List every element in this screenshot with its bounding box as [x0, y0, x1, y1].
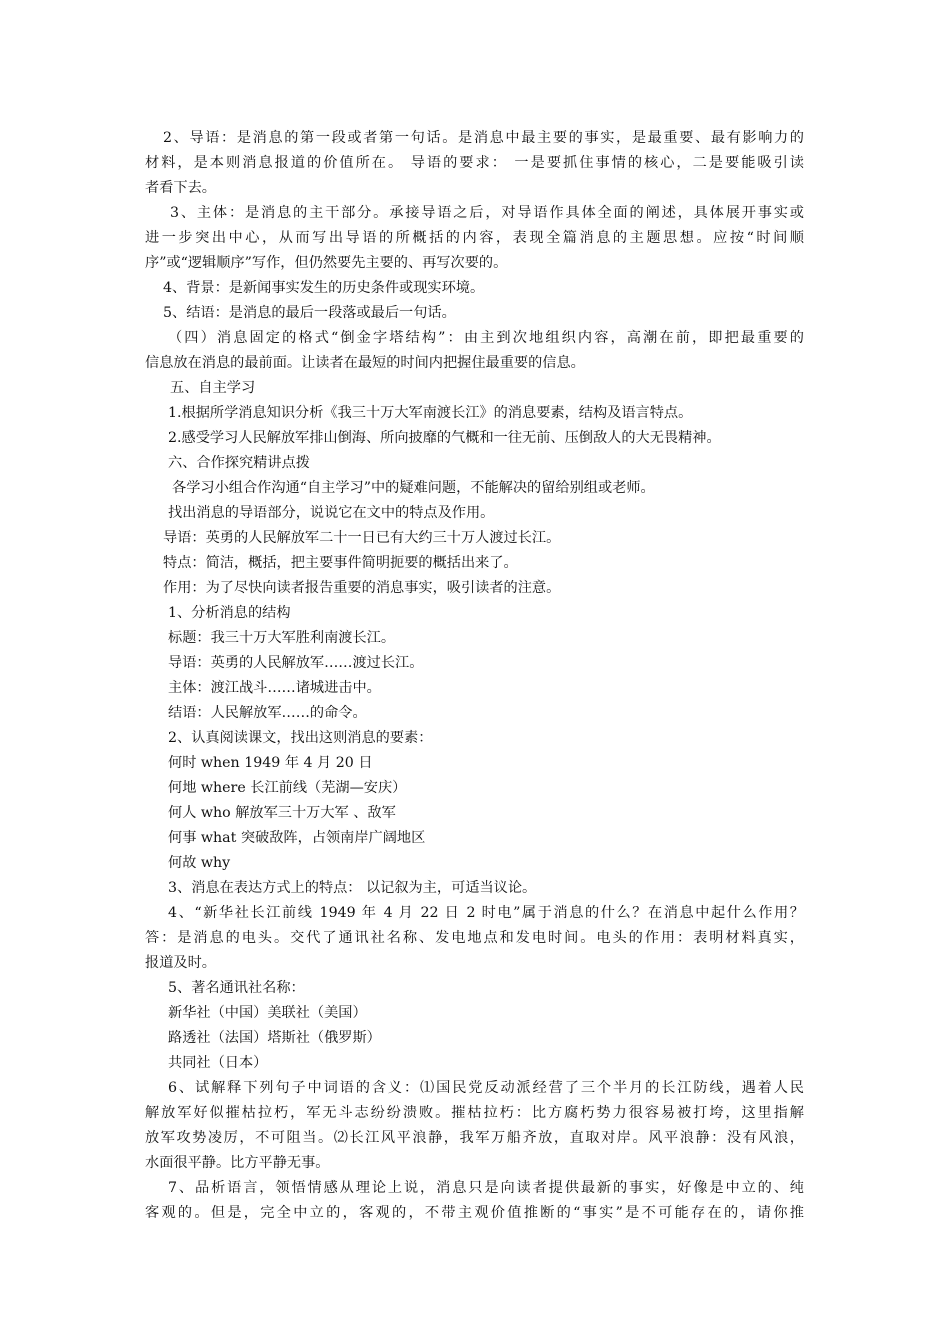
- text-line: 解放军好似摧枯拉朽，军无斗志纷纷溃败。摧枯拉朽：比方腐朽势力很容易被打垮，这里指解: [145, 1105, 804, 1121]
- text-line: 3、主体：是消息的主干部分。承接导语之后，对导语作具体全面的阐述，具体展开事实或: [170, 205, 804, 221]
- section-heading: 五、自主学习: [170, 380, 256, 396]
- text-line: 6、试解释下列句子中词语的含义：⑴国民党反动派经营了三个半月的长江防线，遇着人民: [168, 1080, 804, 1096]
- text-line: 各学习小组合作沟通“自主学习”中的疑难问题，不能解决的留给别组或老师。: [172, 480, 655, 496]
- text-line: 2.感受学习人民解放军排山倒海、所向披靡的气概和一往无前、压倒敌人的大无畏精神。: [168, 430, 721, 446]
- text-line: 何事 what 突破敌阵，占领南岸广阔地区: [168, 830, 426, 846]
- text-line: 导语：英勇的人民解放军……渡过长江。: [168, 655, 424, 671]
- text-line: 1.根据所学消息知识分析《我三十万大军南渡长江》的消息要素，结构及语言特点。: [168, 405, 693, 421]
- text-line: 标题：我三十万大军胜利南渡长江。: [168, 630, 396, 646]
- text-line: 答：是消息的电头。交代了通讯社名称、发电地点和发电时间。电头的作用：表明材料真实，: [145, 930, 804, 946]
- text-line: 7、品析语言，领悟情感从理论上说，消息只是向读者提供最新的事实，好像是中立的、纯: [168, 1180, 804, 1196]
- text-line: 2、导语：是消息的第一段或者第一句话。是消息中最主要的事实，是最重要、最有影响力的: [163, 130, 804, 146]
- text-line: 4、背景：是新闻事实发生的历史条件或现实环境。: [163, 280, 485, 296]
- text-line: 共同社（日本）: [168, 1055, 268, 1071]
- text-line: 报道及时。: [145, 955, 216, 971]
- text-line: 2、认真阅读课文，找出这则消息的要素：: [168, 730, 433, 746]
- text-line: 4、“新华社长江前线 1949 年 4 月 22 日 2 时电”属于消息的什么？在消息中起什么作用？: [168, 905, 804, 921]
- text-line: 何故 why: [168, 855, 231, 871]
- text-line: 序”或“逻辑顺序”写作，但仍然要先主要的、再写次要的。: [145, 255, 508, 271]
- text-line: 者看下去。: [145, 180, 216, 196]
- text-line: 何时 when 1949 年 4 月 20 日: [168, 755, 373, 771]
- text-line: 水面很平静。比方平静无事。: [145, 1155, 330, 1171]
- text-line: 特点：简洁，概括，把主要事件简明扼要的概括出来了。: [163, 555, 518, 571]
- text-line: 找出消息的导语部分，说说它在文中的特点及作用。: [168, 505, 495, 521]
- text-line: 导语：英勇的人民解放军二十一日已有大约三十万人渡过长江。: [163, 530, 561, 546]
- text-line: 客观的。但是，完全中立的，客观的，不带主观价值推断的“事实”是不可能存在的，请你推: [145, 1205, 804, 1221]
- text-line: 何人 who 解放军三十万大军 、敌军: [168, 805, 396, 821]
- text-line: 材料，是本则消息报道的价值所在。 导语的要求： 一是要抓住事情的核心，二是要能吸引读: [145, 155, 804, 171]
- text-line: 5、著名通讯社名称：: [168, 980, 305, 996]
- text-line: 3、消息在表达方式上的特点： 以记叙为主，可适当议论。: [168, 880, 537, 896]
- text-line: 路透社（法国）塔斯社（俄罗斯）: [168, 1030, 381, 1046]
- text-line: 放军攻势凌厉，不可阻当。⑵长江风平浪静，我军万船齐放，直取对岸。风平浪静：没有风浪，: [145, 1130, 804, 1146]
- text-line: 主体：渡江战斗……诸城进击中。: [168, 680, 381, 696]
- text-line: 5、结语：是消息的最后一段落或最后一句话。: [163, 305, 456, 321]
- text-line: 作用：为了尽快向读者报告重要的消息事实，吸引读者的注意。: [163, 580, 561, 596]
- text-line: 进一步突出中心，从而写出导语的所概括的内容，表现全篇消息的主题思想。应按“时间顺: [145, 230, 804, 246]
- text-line: （四）消息固定的格式“倒金字塔结构”：由主到次地组织内容，高潮在前，即把最重要的: [168, 330, 804, 346]
- text-line: 1、分析消息的结构: [168, 605, 291, 621]
- text-line: 何地 where 长江前线（芜湖—安庆）: [168, 780, 407, 796]
- section-heading: 六、合作探究精讲点拨: [168, 455, 310, 471]
- text-line: 新华社（中国）美联社（美国）: [168, 1005, 367, 1021]
- text-line: 信息放在消息的最前面。让读者在最短的时间内把握住最重要的信息。: [145, 355, 585, 371]
- text-line: 结语：人民解放军……的命令。: [168, 705, 367, 721]
